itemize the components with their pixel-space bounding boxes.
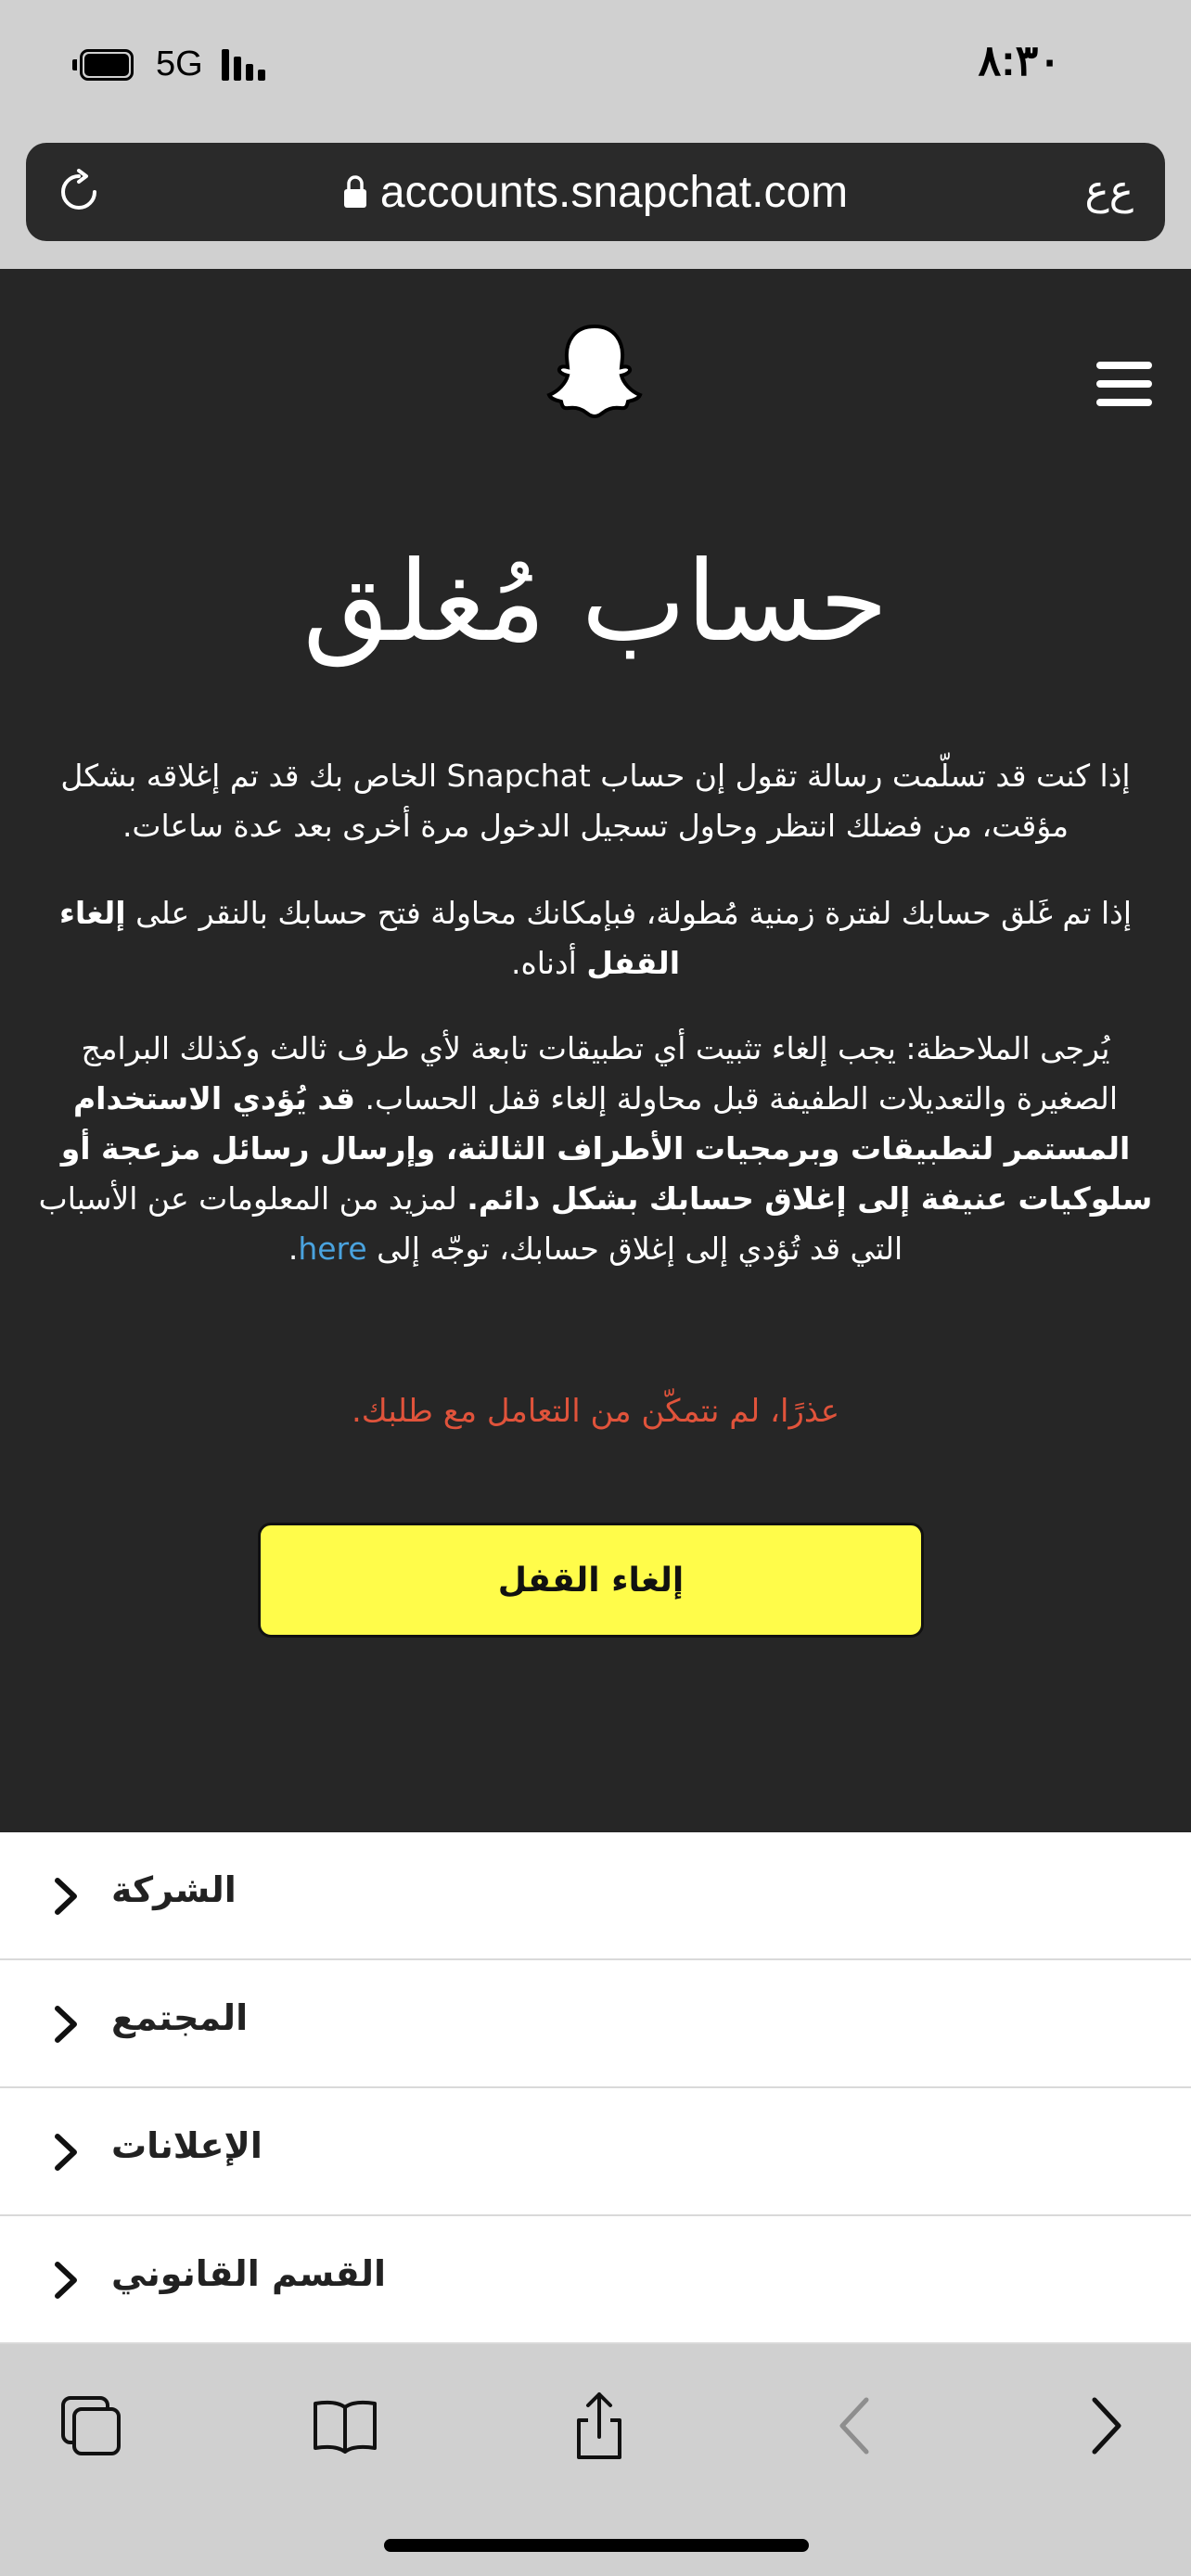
chevron-icon (50, 2259, 82, 2302)
paragraph3-end: لمزيد من المعلومات عن الأسباب التي قد تُؤدي إلى إغلاق حسابك، توجّه إلى (38, 1180, 903, 1267)
footer-item-community[interactable] (0, 1960, 1191, 2088)
url-display[interactable] (26, 143, 1165, 241)
share-icon[interactable] (564, 2391, 634, 2461)
home-indicator[interactable] (384, 2539, 809, 2552)
paragraph2-bold: إلغاء القفل (58, 895, 681, 981)
forward-icon[interactable] (1069, 2391, 1139, 2461)
status-bar (0, 0, 1191, 139)
unlock-button[interactable]: إلغاء القفل (258, 1523, 924, 1638)
status-indicators (72, 45, 265, 84)
paragraph2-start: إذا تم غَلق حسابك لفترة زمنية مُطولة، فبإمكانك محاولة فتح حسابك بالنقر على (125, 895, 1132, 931)
footer-item-advertising[interactable] (0, 2088, 1191, 2216)
footer-item-label: القسم القانوني (111, 2253, 387, 2294)
paragraph2-end: أدناه. (510, 945, 587, 981)
snapchat-ghost-icon[interactable] (544, 321, 646, 423)
main-content (0, 269, 1191, 1832)
here-link[interactable]: here (298, 1231, 367, 1267)
battery-icon (72, 49, 137, 81)
network-type: 5G (156, 45, 203, 83)
bookmarks-icon[interactable] (310, 2391, 380, 2461)
chevron-icon (50, 2131, 82, 2174)
chevron-icon (50, 1875, 82, 1918)
footer-item-company[interactable] (0, 1832, 1191, 1960)
footer-item-legal[interactable] (0, 2216, 1191, 2344)
footer-item-label: الشركة (111, 1869, 237, 1910)
info-paragraph-1: إذا كنت قد تسلّمت رسالة تقول إن حساب Snapchat الخاص بك قد تم إغلاقه بشكل مؤقت، من فضلك انتظر وحاول تسجيل الدخول مرة أخرى بعد عدة ساعات. (60, 758, 1131, 844)
back-icon[interactable] (822, 2391, 892, 2461)
footer-item-label: المجتمع (111, 1997, 249, 2038)
info-paragraph-3 (37, 1024, 1154, 1274)
address-bar[interactable] (26, 143, 1165, 241)
lock-icon (343, 174, 367, 210)
footer-menu (0, 1832, 1191, 2344)
paragraph3-bold: قد يُؤدي الاستخدام المستمر لتطبيقات وبرمجيات الأطراف الثالثة، وإرسال رسائل مزعجة أو سلوكيات عنيفة إلى إغلاق حسابك بشكل دائم. (60, 1080, 1153, 1217)
page-title: حساب مُغلق (302, 538, 889, 667)
tabs-icon[interactable] (56, 2391, 126, 2461)
text-size-button[interactable]: ﻉﻉ (1084, 167, 1133, 214)
error-message: عذرًا، لم نتمكّن من التعامل مع طلبك. (351, 1393, 840, 1430)
chevron-icon (50, 2003, 82, 2046)
hamburger-menu-icon[interactable] (1096, 362, 1152, 410)
paragraph3-start: يُرجى الملاحظة: يجب إلغاء تثبيت أي تطبيقات تابعة لأي طرف ثالث وكذلك البرامج الصغيرة والتعديلات الطفيفة قبل محاولة إلغاء قفل الحساب. (81, 1030, 1119, 1116)
footer-item-label: الإعلانات (111, 2125, 263, 2166)
url-text: accounts.snapchat.com (379, 167, 849, 217)
info-paragraph-2 (37, 888, 1154, 988)
paragraph3-period: . (288, 1231, 299, 1267)
signal-icon (222, 49, 265, 81)
clock: ٨:٣٠ (978, 36, 1061, 84)
